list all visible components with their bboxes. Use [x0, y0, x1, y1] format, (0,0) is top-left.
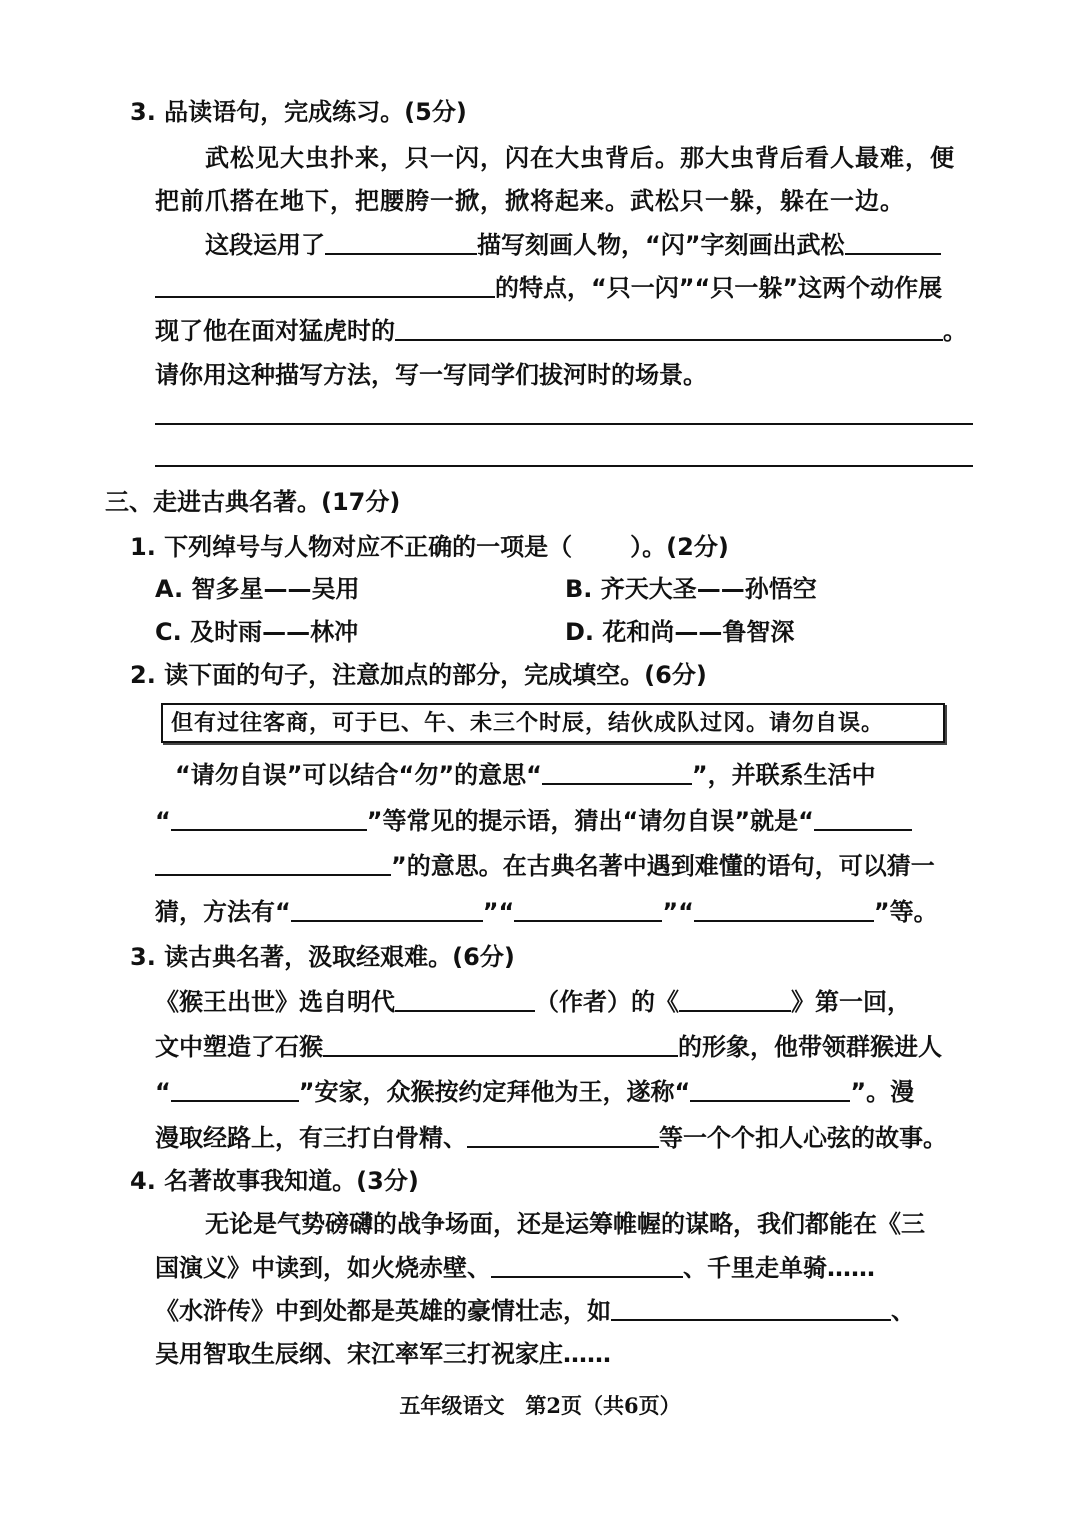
page-footer: 五年级语文 第2页（共6页）: [399, 1393, 681, 1418]
writing-line[interactable]: [155, 465, 973, 467]
option-d[interactable]: D. 花和尚——鲁智深: [565, 618, 795, 646]
answer-blank[interactable]: [845, 229, 941, 255]
answer-blank[interactable]: [694, 896, 874, 922]
option-c[interactable]: C. 及时雨——林冲: [155, 618, 359, 646]
answer-blank[interactable]: [171, 1076, 299, 1102]
question-title: 3. 品读语句，完成练习。(5分): [130, 98, 467, 126]
answer-blank[interactable]: [395, 986, 535, 1012]
option-a[interactable]: A. 智多星——吴用: [155, 575, 360, 603]
answer-blank[interactable]: [291, 896, 483, 922]
answer-blank[interactable]: [690, 1076, 850, 1102]
answer-blank[interactable]: [323, 1031, 678, 1057]
answer-blank[interactable]: [395, 315, 943, 341]
answer-blank[interactable]: [171, 805, 367, 831]
answer-blank[interactable]: [611, 1295, 891, 1321]
answer-blank[interactable]: [325, 229, 477, 255]
exam-page: 3. 品读语句，完成练习。(5分) 武松见大虫扑来，只一闪，闪在大虫背后。那大虫背后看人最难，便 把前爪搭在地下，把腰胯一掀，掀将起来。武松只一躲，躲在一边。 这段运用了 描写刻画人物，“闪”字刻画出武松 的特点，“只一闪”“只一躲”这两个动作展 现了他在面对猛虎时的 。 请你用这种描写方法，写一写同学们拔河时的场景。 三、走进古典名著。(17分) 1. 下列绰号与人物对应不正确的一项是（ ）。(2分) A. 智多星——吴用 B. 齐天大圣——孙悟空 C. 及时雨——林冲 D. 花和尚——鲁智深 2. 读下面的句子，注意加点的部分，完成填空。(6分) 但有过往客商，可于巳、午、未三个时辰，结伙成队过冈。请勿自误。 “请勿自误”可以结合“勿”的意思“ ”，并联系生活中 “ ”等常见的提示语，猜出“请勿自误”就是“ ”的意思。在古典名著中遇到难懂的语句，可以猜一 猜，方法有“ ”“ ”“ ”等。 3. 读古典名著，汲取经艰难。(6分) 《猴王出世》选自明代 （作者）的《 》第一回， 文中塑造了石猴 的形象，他带领群猴进人 “ ”安家，众猴按约定拜他为王，遂称“ ”。漫 漫取经路上，有三打白骨精、 等一个个扣人心弦的故事。 4. 名著故事我知道。(3分) 无论是气势磅礴的战争场面，还是运筹帷幄的谋略，我们都能在《三 国演义》中读到，如火烧赤壁、 、千里走单骑…… 《水浒传》中到处都是英雄的豪情壮志，如 、 吴用智取生辰纲、宋江率军三打祝家庄…… 五年级语文 第2页（共6页）: [0, 0, 1080, 1526]
answer-blank[interactable]: [814, 805, 912, 831]
option-b[interactable]: B. 齐天大圣——孙悟空: [565, 575, 817, 603]
answer-blank[interactable]: [679, 986, 791, 1012]
answer-blank[interactable]: [467, 1122, 659, 1148]
answer-blank[interactable]: [155, 272, 495, 298]
answer-blank[interactable]: [155, 850, 391, 876]
answer-blank[interactable]: [542, 759, 692, 785]
answer-blank[interactable]: [491, 1252, 683, 1278]
boxed-sentence: 但有过往客商，可于巳、午、未三个时辰，结伙成队过冈。请勿自误。: [161, 703, 945, 743]
answer-blank[interactable]: [514, 896, 662, 922]
writing-line[interactable]: [155, 423, 973, 425]
